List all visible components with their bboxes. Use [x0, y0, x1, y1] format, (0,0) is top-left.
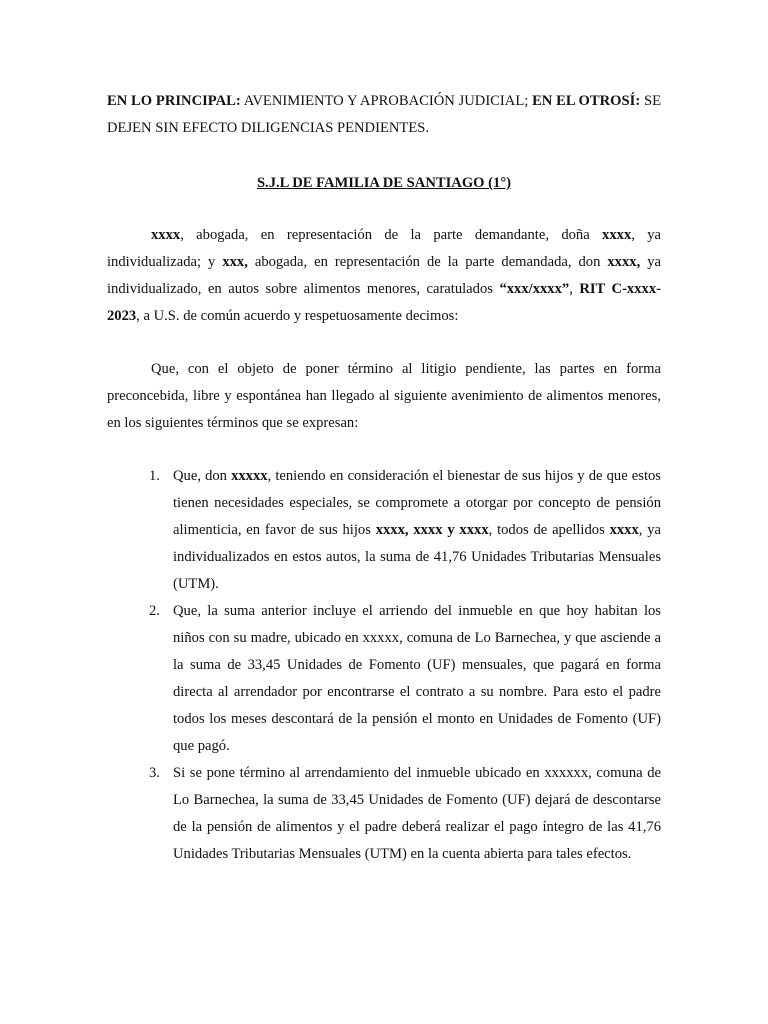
intro-text-2: , ya individualizada; y — [107, 227, 661, 270]
heading-label-otrosi: EN EL OTROSÍ: — [532, 93, 641, 109]
intro-text-4: ya individualizado, en autos sobre alimentos menores, caratulados — [107, 254, 661, 297]
item-text: , ya individualizados en estos autos, la suma de 41,76 Unidades Tributarias Mensuales (UTM). — [173, 522, 661, 592]
father-name: xxxxx — [231, 468, 268, 484]
document-heading — [107, 88, 661, 142]
heading-text-otrosi: SE DEJEN SIN EFECTO DILIGENCIAS PENDIENTES. — [107, 93, 662, 136]
document-page — [107, 88, 661, 868]
list-item — [107, 598, 661, 760]
intro-text-6: , a U.S. de común acuerdo y respetuosamente decimos: — [136, 308, 459, 324]
intro-paragraph — [107, 222, 661, 330]
case-rit: RIT C-xxxx-2023 — [107, 281, 661, 324]
intro-text-5: , — [569, 281, 580, 297]
item-text: Que, la suma anterior incluye el arriendo del inmueble en que hoy habitan los niños con su madre, ubicado en xxxxx, comuna de Lo Barnechea, y que asciende a la suma de 33,45 Unidades de Fomento (UF) mensuales, que pagará en forma directa al arrendador por encontrarse el contrato a su nombre. Para esto el padre todos los meses descontará de la pensión el monto en Unidades de Fomento (UF) que pagó. — [173, 603, 661, 754]
item-text: , todos de apellidos — [488, 522, 610, 538]
party-name-2: xxxx — [602, 227, 632, 243]
party-name-1: xxxx — [151, 227, 181, 243]
agreement-text: Que, con el objeto de poner término al litigio pendiente, las partes en forma preconcebida, libre y espontánea han llegado al siguiente avenimiento de alimentos menores, en los siguientes términos que se expresan: — [107, 361, 661, 431]
list-item-number: 2. — [149, 603, 160, 619]
item-text: , teniendo en consideración el bienestar de sus hijos y de que estos tienen necesidades especiales, se compromete a otorgar por concepto de pensión alimenticia, en favor de sus hijos — [173, 468, 661, 538]
party-name-3: xxx, — [222, 254, 248, 270]
list-item — [107, 760, 661, 868]
terms-list — [107, 463, 661, 868]
list-item-number: 1. — [149, 468, 160, 484]
item-text: Si se pone término al arrendamiento del inmueble ubicado en xxxxxx, comuna de Lo Barnechea, la suma de 33,45 Unidades de Fomento (UF) dejará de descontarse de la pensión de alimentos y el padre deberá realizar el pago íntegro de las 41,76 Unidades Tributarias Mensuales (UTM) en la cuenta abierta para tales efectos. — [173, 765, 661, 862]
list-item-number: 3. — [149, 765, 160, 781]
court-title: S.J.L DE FAMILIA DE SANTIAGO (1°) — [256, 175, 512, 191]
heading-text-principal: AVENIMIENTO Y APROBACIÓN JUDICIAL; — [243, 93, 529, 109]
case-caption: “xxx/xxxx” — [499, 281, 570, 297]
heading-label-principal: EN LO PRINCIPAL: — [107, 93, 241, 109]
intro-text-1: , abogada, en representación de la parte demandante, doña — [180, 227, 603, 243]
intro-text-3: abogada, en representación de la parte demandada, don — [247, 254, 608, 270]
agreement-paragraph — [107, 356, 661, 437]
list-item — [107, 463, 661, 598]
party-name-4: xxxx, — [607, 254, 641, 270]
surname: xxxx — [609, 522, 639, 538]
item-text: Que, don — [173, 468, 232, 484]
children-names: xxxx, xxxx y xxxx — [375, 522, 489, 538]
